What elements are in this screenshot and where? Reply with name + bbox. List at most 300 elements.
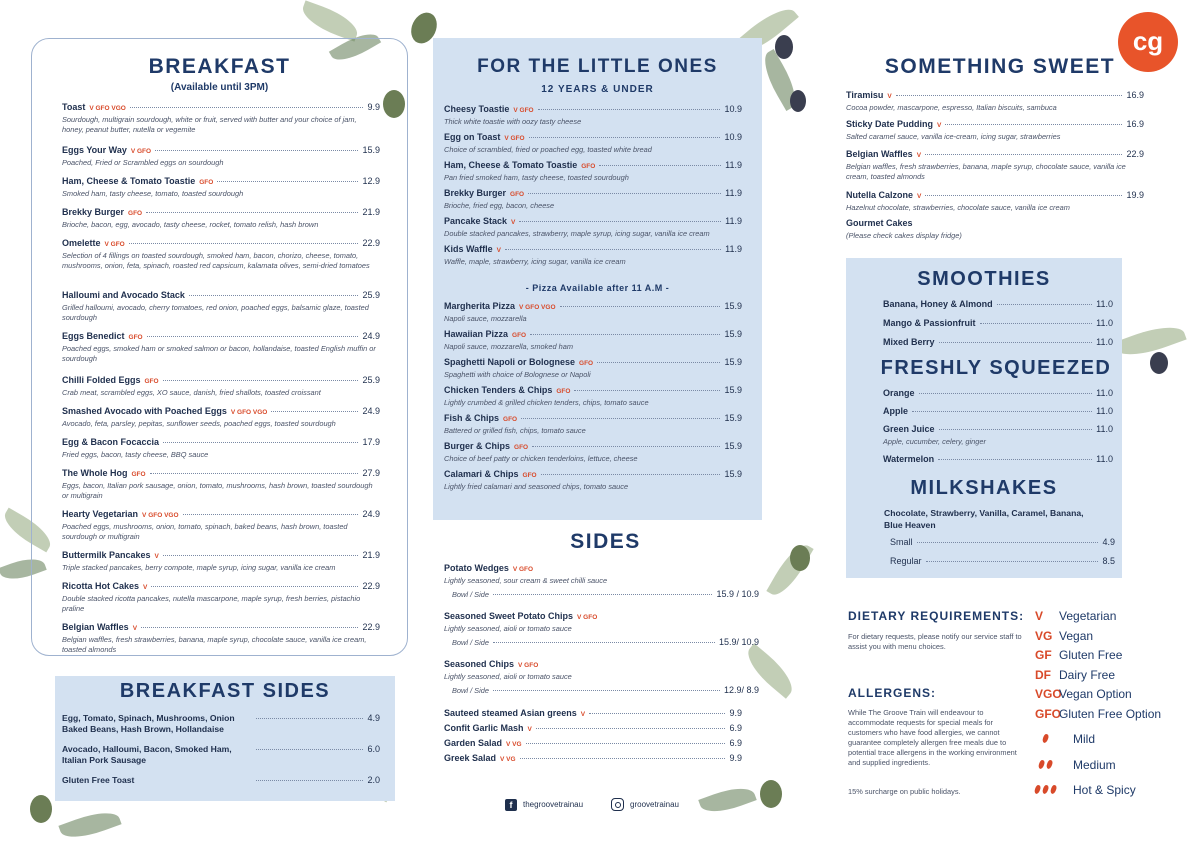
dot-leader — [536, 728, 726, 729]
serving-size-label: Bowl / Side — [452, 638, 489, 647]
menu-item — [890, 556, 1115, 566]
menu-item-price: 15.9 — [724, 357, 742, 367]
menu-item-price: 9.9 — [729, 708, 742, 718]
instagram-handle[interactable]: groovetrainau — [630, 800, 679, 809]
menu-item-description: Apple, cucumber, celery, ginger — [883, 437, 986, 446]
menu-item-name: Buttermilk Pancakes — [62, 550, 151, 560]
serving-size-line — [444, 685, 759, 696]
menu-item-line — [62, 176, 380, 186]
facebook-handle[interactable]: thegroovetrainau — [523, 800, 584, 809]
menu-item-name: Mango & Passionfruit — [883, 318, 976, 328]
menu-item-description: Triple stacked pancakes, berry compote, maple syrup, icing sugar, vanilla ice cream — [62, 563, 336, 572]
dietary-label: Vegan — [1059, 628, 1094, 643]
menu-item — [444, 441, 742, 464]
menu-item-line — [62, 238, 380, 248]
menu-item — [444, 738, 742, 748]
menu-item-name: Eggs Benedict — [62, 331, 125, 341]
squeezed-title: FRESHLY SQUEEZED — [880, 357, 1112, 379]
dietary-tags: V — [527, 726, 532, 733]
dietary-legend-item — [1035, 668, 1115, 682]
dot-leader — [541, 474, 721, 475]
chili-icon — [1034, 784, 1042, 794]
menu-item-description: Grilled halloumi, avocado, cherry tomatoes, red onion, poached eggs, balsamic glaze, toasted sourdough — [62, 303, 369, 322]
menu-item-line — [444, 738, 742, 748]
dot-leader — [520, 758, 726, 759]
menu-item-description: Napoli sauce, mozzarella — [444, 314, 527, 323]
menu-item-name: Chicken Tenders & Chips — [444, 385, 553, 395]
dietary-tags: GFO — [131, 471, 146, 478]
menu-item-line — [62, 145, 380, 155]
dot-leader — [519, 221, 721, 222]
menu-item-price: 4.9 — [1102, 537, 1115, 547]
chili-icon — [1038, 759, 1046, 769]
menu-item — [444, 385, 742, 408]
menu-item-name: Tiramisu — [846, 90, 884, 100]
menu-item-name: Cheesy Toastie — [444, 104, 510, 114]
dot-leader — [163, 555, 359, 556]
menu-item-price: 25.9 — [362, 290, 380, 300]
menu-item-name: Ricotta Hot Cakes — [62, 581, 140, 591]
menu-item-name: Hearty Vegetarian — [62, 509, 139, 519]
menu-item — [62, 437, 380, 460]
menu-item — [883, 318, 1113, 328]
menu-item-name: Potato Wedges — [444, 563, 509, 573]
chili-icons — [1035, 732, 1073, 746]
chili-icons — [1035, 758, 1073, 772]
menu-item-description: Lightly seasoned, aioli or tomato sauce — [444, 672, 572, 681]
menu-item-line — [444, 708, 742, 718]
menu-item-name: The Whole Hog — [62, 468, 128, 478]
dietary-tags: GFO — [556, 388, 571, 395]
menu-item-line — [62, 290, 380, 300]
menu-item — [883, 454, 1113, 464]
menu-item-description: Lightly seasoned, aioli or tomato sauce — [444, 624, 572, 633]
dot-leader — [599, 165, 721, 166]
menu-item-price: 11.0 — [1096, 388, 1113, 398]
menu-item-description: Lightly seasoned, sour cream & sweet chilli sauce — [444, 576, 608, 585]
surcharge-note: 15% surcharge on public holidays. — [848, 787, 961, 796]
menu-item-price: 27.9 — [362, 468, 380, 478]
menu-item-name: Watermelon — [883, 454, 935, 464]
social-links — [505, 798, 679, 811]
dietary-tags: V GFO — [104, 241, 125, 248]
menu-item-line — [444, 441, 742, 451]
menu-item-name: Toast — [62, 102, 86, 112]
menu-item-name: Belgian Waffles — [846, 149, 913, 159]
dot-leader — [917, 542, 1099, 543]
menu-item — [846, 218, 1144, 241]
menu-item-name: Hawaiian Pizza — [444, 329, 509, 339]
menu-item-price: 10.9 — [724, 132, 742, 142]
menu-item-line — [62, 581, 380, 591]
menu-item-name: Sticky Date Pudding — [846, 119, 934, 129]
chili-icon — [1050, 784, 1058, 794]
menu-item-description: Poached eggs, smoked ham or smoked salmon or bacon, hollandaise, toasted English muffin or sourdough — [62, 344, 376, 363]
menu-item-price: 15.9 / 10.9 — [716, 589, 759, 599]
dietary-tags: V — [937, 122, 942, 129]
menu-item-description: Belgian waffles, fresh strawberries, banana, maple syrup, chocolate sauce, vanilla ice cream, toasted almonds — [62, 635, 367, 654]
menu-item — [62, 775, 380, 786]
menu-item — [846, 190, 1144, 213]
menu-item — [62, 145, 380, 168]
dot-leader — [130, 107, 364, 108]
dot-leader — [141, 627, 358, 628]
menu-item-line — [444, 413, 742, 423]
menu-item-name: Gourmet Cakes — [846, 218, 913, 228]
menu-item-price: 24.9 — [362, 331, 380, 341]
dietary-tags: V GFO — [577, 614, 598, 621]
dot-leader — [938, 459, 1092, 460]
dot-leader — [912, 411, 1092, 412]
menu-item-description: Cocoa powder, mascarpone, espresso, Italian biscuits, sambuca — [846, 103, 1057, 112]
sides-title: SIDES — [570, 530, 641, 553]
menu-item-line — [444, 216, 742, 226]
menu-item-description: Lightly crumbed & grilled chicken tenders, chips, tomato sauce — [444, 398, 649, 407]
menu-item-description: Double stacked ricotta pancakes, nutella mascarpone, maple syrup, fresh berries, pistachio praline — [62, 594, 361, 613]
dietary-tags: V GFO — [512, 566, 534, 573]
menu-item-name: Eggs Your Way — [62, 145, 127, 155]
menu-item-price: 17.9 — [362, 437, 380, 447]
dot-leader — [155, 150, 358, 151]
menu-item-description: Smoked ham, tasty cheese, tomato, toasted sourdough — [62, 189, 244, 198]
spice-label: Medium — [1073, 757, 1116, 772]
menu-item-price: 22.9 — [362, 622, 380, 632]
menu-item-description: Lightly fried calamari and seasoned chips, tomato sauce — [444, 482, 629, 491]
dietary-tags: GFO — [199, 179, 214, 186]
menu-item — [444, 104, 742, 127]
breakfast-subtitle: (Available until 3PM) — [170, 82, 269, 93]
serving-size-label: Bowl / Side — [452, 686, 489, 695]
menu-item — [62, 375, 380, 398]
menu-item-price: 6.9 — [729, 723, 742, 733]
menu-item — [62, 622, 380, 655]
menu-item-line — [444, 659, 759, 669]
menu-item-price: 10.9 — [724, 104, 742, 114]
dietary-tags: V GFO — [130, 148, 152, 155]
menu-item-price: 15.9/ 10.9 — [718, 637, 759, 647]
menu-item-line — [883, 454, 1113, 464]
dot-leader — [925, 154, 1122, 155]
menu-item-description: Fried eggs, bacon, tasty cheese, BBQ sauce — [62, 450, 209, 459]
dietary-tags: V GFO VGO — [89, 105, 126, 112]
menu-item-line — [444, 753, 742, 763]
menu-item-price: 11.0 — [1096, 454, 1113, 464]
menu-item — [444, 329, 742, 352]
menu-item-line — [846, 149, 1144, 159]
dietary-code: VGO — [1035, 687, 1062, 701]
menu-item — [883, 299, 1113, 309]
menu-item-name: Halloumi and Avocado Stack — [62, 290, 185, 300]
menu-item-price: 15.9 — [724, 385, 742, 395]
menu-item-price: 11.0 — [1096, 424, 1113, 434]
menu-item-description: (Please check cakes display fridge) — [846, 231, 962, 240]
menu-item-price: 6.9 — [729, 738, 742, 748]
menu-item-line — [846, 119, 1144, 129]
menu-item — [444, 301, 742, 324]
menu-item-name: Smashed Avocado with Poached Eggs — [62, 406, 227, 416]
menu-item-line — [62, 437, 380, 447]
dietary-tags: V VG — [506, 741, 522, 748]
menu-item — [62, 238, 380, 271]
menu-item-price: 9.9 — [367, 102, 380, 112]
dietary-tags: V GFO — [504, 135, 525, 142]
milkshakes-title: MILKSHAKES — [910, 477, 1058, 499]
menu-item-price: 22.9 — [362, 238, 380, 248]
menu-item — [62, 207, 380, 230]
dot-leader — [939, 429, 1093, 430]
menu-item-price: 24.9 — [362, 406, 380, 416]
dot-leader — [183, 514, 359, 515]
menu-item — [883, 424, 1113, 447]
menu-item-line — [444, 723, 742, 733]
menu-item-price: 22.9 — [362, 581, 380, 591]
pizza-note: - Pizza Available after 11 A.M - — [525, 283, 670, 293]
menu-item-line — [62, 406, 380, 416]
menu-item-price: 11.0 — [1096, 299, 1113, 309]
menu-item-price: 11.0 — [1096, 318, 1113, 328]
menu-item-line — [62, 775, 380, 786]
logo-text: cg — [1132, 26, 1164, 56]
dietary-tags: V — [887, 93, 892, 100]
menu-item-price: 4.9 — [367, 713, 380, 723]
sweet-title: SOMETHING SWEET — [884, 55, 1116, 78]
menu-item — [62, 331, 380, 364]
menu-item-price: 11.9 — [725, 244, 742, 254]
menu-item-line — [62, 509, 380, 519]
menu-item-name: Fish & Chips — [444, 413, 500, 423]
dot-leader — [189, 295, 359, 296]
dietary-legend-item — [1035, 648, 1122, 662]
menu-item-line — [890, 537, 1115, 547]
dot-leader — [538, 109, 721, 110]
spice-legend-item — [1035, 732, 1095, 746]
menu-item — [62, 406, 380, 429]
menu-item-price: 16.9 — [1126, 119, 1144, 129]
dietary-text: For dietary requests, please notify our service staff to assist you with menu choices. — [848, 632, 1022, 651]
allergens-text: While The Groove Train will endeavour to accommodate requests for special meals for customers who have food allergies, we cannot guarantee completely allergen free meals due to potential trace allergens in the working environment and supplied ingredients. — [848, 708, 1017, 767]
dot-leader — [493, 690, 720, 691]
menu-item-price: 6.0 — [367, 744, 380, 754]
dietary-tags: GFO — [579, 360, 594, 367]
dot-leader — [939, 342, 1093, 343]
menu-item-line — [444, 329, 742, 339]
breakfast-title: BREAKFAST — [148, 55, 291, 78]
chili-icons — [1035, 783, 1073, 797]
menu-item — [846, 90, 1144, 113]
dietary-code: GF — [1035, 648, 1052, 662]
menu-item — [62, 509, 380, 542]
menu-item-name: Belgian Waffles — [62, 622, 129, 632]
menu-item — [890, 537, 1115, 547]
menu-item-name: Egg on Toast — [444, 132, 501, 142]
dot-leader — [493, 594, 712, 595]
menu-item-name: Small — [890, 537, 913, 547]
dot-leader — [926, 561, 1099, 562]
menu-item-name: Nutella Calzone — [846, 190, 914, 200]
menu-item-price: 9.9 — [729, 753, 742, 763]
menu-item-line — [62, 744, 380, 766]
menu-item — [444, 132, 742, 155]
milkshake-flavours: Chocolate, Strawberry, Vanilla, Caramel, Banana, Blue Heaven — [884, 508, 1084, 530]
menu-item — [444, 753, 742, 763]
dot-leader — [530, 334, 720, 335]
dot-leader — [129, 243, 359, 244]
menu-item-line — [883, 424, 1113, 434]
menu-item-line — [846, 190, 1144, 200]
dot-leader — [217, 181, 358, 182]
menu-item-name: Green Juice — [883, 424, 935, 434]
dietary-tags: V — [143, 584, 148, 591]
dietary-title: DIETARY REQUIREMENTS: — [848, 609, 1025, 623]
dietary-tags: V GFO VGO — [519, 304, 556, 311]
menu-item-price: 15.9 — [362, 145, 380, 155]
menu-item-price: 8.5 — [1102, 556, 1115, 566]
dietary-label: Gluten Free — [1059, 648, 1123, 662]
menu-item-line — [444, 188, 742, 198]
menu-item — [444, 611, 759, 648]
menu-item-price: 22.9 — [1126, 149, 1144, 159]
menu-item-name: Apple — [883, 406, 909, 416]
chili-icon — [1042, 733, 1050, 743]
dot-leader — [151, 586, 358, 587]
dot-leader — [493, 642, 715, 643]
menu-item-description: Pan fried smoked ham, tasty cheese, toasted sourdough — [444, 173, 629, 182]
menu-item-description: Waffle, maple, strawberry, icing sugar, vanilla ice cream — [444, 257, 626, 266]
dietary-tags: GFO — [510, 191, 525, 198]
menu-item — [444, 413, 742, 436]
dot-leader — [521, 418, 720, 419]
menu-item-name: Banana, Honey & Almond — [883, 299, 993, 309]
menu-item-name: Calamari & Chips — [444, 469, 519, 479]
menu-item-line — [444, 132, 742, 142]
menu-item-description: Belgian waffles, fresh strawberries, banana, maple syrup, chocolate sauce, vanilla ice cream, toasted almonds — [846, 162, 1126, 181]
dietary-tags: V — [511, 219, 516, 226]
menu-item-line — [62, 622, 380, 632]
menu-item-price: 2.0 — [367, 775, 380, 785]
dot-leader — [163, 380, 359, 381]
menu-item-description: Thick white toastie with oozy tasty cheese — [444, 117, 582, 126]
menu-item-name: Garden Salad — [444, 738, 503, 748]
dietary-tags: V — [154, 553, 159, 560]
menu-item-price: 12.9 — [362, 176, 380, 186]
menu-item-price: 15.9 — [724, 469, 742, 479]
little-ones-title: FOR THE LITTLE ONES — [477, 56, 718, 77]
menu-item-line — [883, 299, 1113, 309]
dietary-tags: GFO — [128, 210, 143, 217]
menu-item — [883, 406, 1113, 416]
dot-leader — [589, 713, 725, 714]
menu-item-name: Egg, Tomato, Spinach, Mushrooms, Onion Baked Beans, Hash Brown, Hollandaise — [62, 713, 235, 734]
facebook-icon[interactable]: f — [505, 799, 517, 811]
breakfast-sides-title: BREAKFAST SIDES — [119, 680, 331, 702]
menu-item-description: Napoli sauce, mozzarella, smoked ham — [444, 342, 573, 351]
menu-item-line — [444, 385, 742, 395]
menu-item-line — [62, 331, 380, 341]
dot-leader — [505, 249, 721, 250]
dietary-label: Vegan Option — [1059, 687, 1132, 701]
menu-item — [883, 337, 1113, 347]
menu-item-line — [444, 104, 742, 114]
menu-item-line — [444, 244, 742, 254]
menu-item-line — [62, 468, 380, 478]
dot-leader — [945, 124, 1122, 125]
dietary-label: Vegetarian — [1059, 609, 1117, 623]
dietary-tags: V — [132, 625, 138, 632]
dietary-tags: V GFO VGO — [230, 409, 268, 416]
menu-item-description: Battered or grilled fish, chips, tomato sauce — [444, 426, 586, 435]
dietary-tags: V — [917, 193, 922, 200]
dot-leader — [574, 390, 720, 391]
dietary-tags: V — [496, 247, 502, 254]
menu-item — [62, 713, 380, 735]
dot-leader — [163, 442, 358, 443]
dietary-code: DF — [1035, 667, 1051, 682]
menu-item-description: Avocado, feta, parsley, pepitas, sunflower seeds, poached eggs, toasted sourdough — [62, 419, 336, 428]
menu-item — [444, 659, 759, 696]
serving-size-label: Bowl / Side — [452, 590, 489, 599]
menu-item — [444, 469, 742, 492]
menu-item-line — [846, 90, 1144, 100]
menu-item-line — [444, 301, 742, 311]
menu-item-price: 15.9 — [724, 329, 742, 339]
menu-item-price: 11.9 — [725, 188, 742, 198]
dietary-legend-item — [1035, 609, 1116, 623]
dot-leader — [532, 446, 720, 447]
menu-item — [62, 744, 380, 766]
dot-leader — [997, 304, 1092, 305]
dietary-tags: GFO — [522, 472, 537, 479]
menu-item-price: 15.9 — [724, 441, 742, 451]
menu-item-name: Seasoned Sweet Potato Chips — [444, 611, 574, 621]
menu-item-price: 11.0 — [1096, 406, 1113, 416]
dot-leader — [529, 137, 721, 138]
menu-item — [444, 357, 742, 380]
dietary-legend-item — [1035, 687, 1132, 701]
dot-leader — [896, 95, 1123, 96]
dietary-code: VG — [1035, 628, 1053, 643]
dietary-tags: GFO — [128, 334, 143, 341]
menu-item — [62, 550, 380, 573]
menu-item-name: Pancake Stack — [444, 216, 508, 226]
menu-item-name: Orange — [883, 388, 915, 398]
menu-item-line — [883, 406, 1113, 416]
menu-item-line — [883, 388, 1113, 398]
dot-leader — [256, 718, 363, 719]
dietary-tags: V VG — [500, 756, 516, 763]
menu-item-price: 24.9 — [362, 509, 380, 519]
menu-item-price: 21.9 — [362, 207, 380, 217]
instagram-icon[interactable] — [611, 798, 624, 811]
menu-item-name: Brekky Burger — [62, 207, 125, 217]
menu-item-line — [444, 563, 759, 573]
menu-item-name: Kids Waffle — [444, 244, 493, 254]
menu-item-price: 15.9 — [724, 413, 742, 423]
dot-leader — [256, 749, 363, 750]
dot-leader — [147, 336, 359, 337]
menu-item-name: Seasoned Chips — [444, 659, 515, 669]
menu-item — [444, 160, 742, 183]
spice-legend-item — [1035, 783, 1136, 797]
menu-item-description: Poached eggs, mushrooms, onion, tomato, spinach, baked beans, hash brown, toasted sourdough or multigrain — [62, 522, 348, 541]
menu-item-name: Greek Salad — [444, 753, 497, 763]
dot-leader — [146, 212, 358, 213]
menu-item — [444, 563, 759, 600]
dietary-code: V — [1035, 609, 1044, 623]
menu-item — [62, 176, 380, 199]
menu-item — [62, 468, 380, 501]
menu-item-line — [62, 550, 380, 560]
menu-item-description: Brioche, bacon, egg, avocado, tasty cheese, rocket, tomato relish, hash brown — [62, 220, 319, 229]
